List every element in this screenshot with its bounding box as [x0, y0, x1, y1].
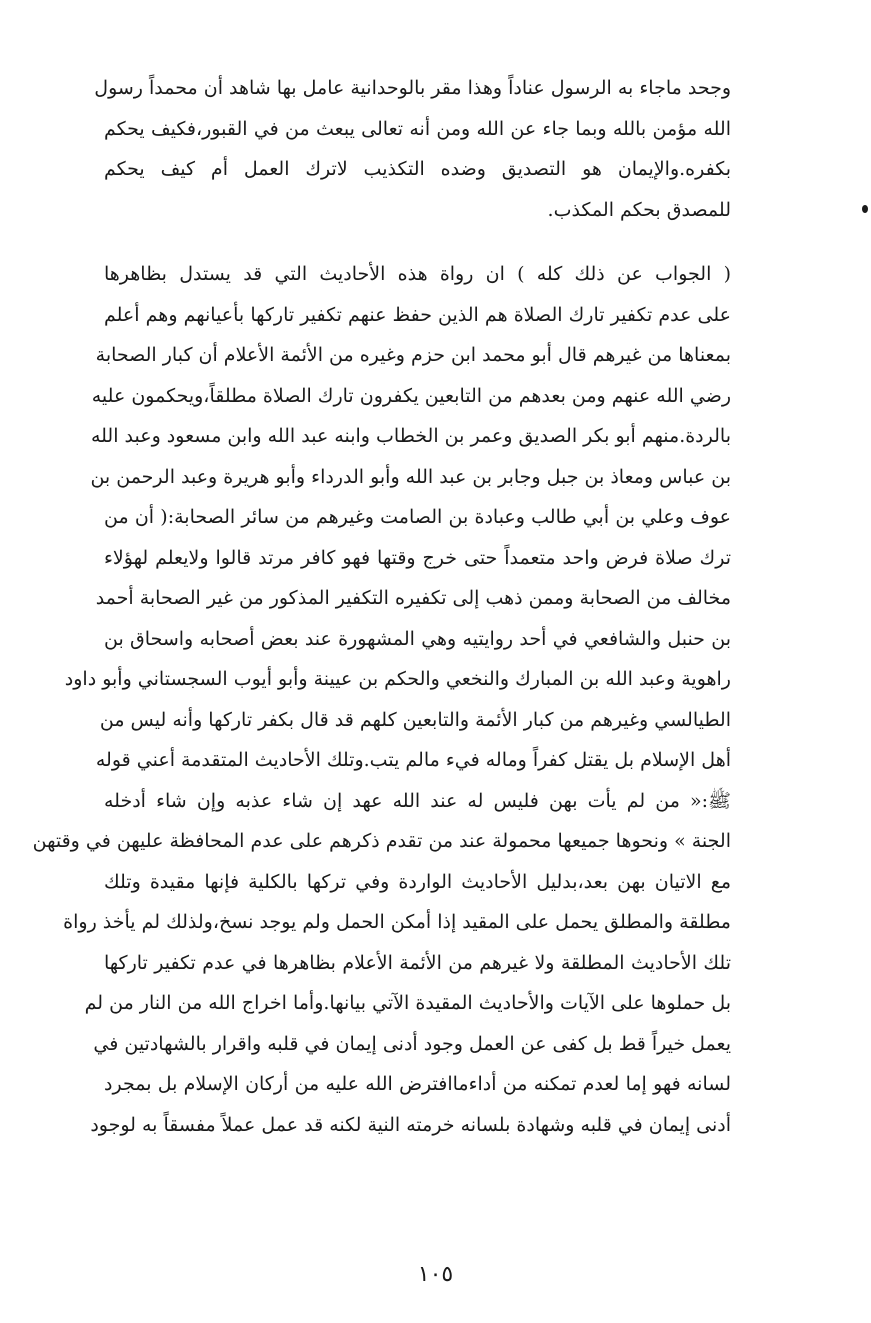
- text-line: مخالف من الصحابة وممن ذهب إلى تكفيره التكفير المذكور من غير الصحابة أحمد: [95, 587, 731, 609]
- text-line: مع الاتيان بهن بعد،بدليل الأحاديث الواردة وفي تركها بالكلية فإنها مقيدة وتلك: [104, 870, 731, 893]
- page-number: ١٠٥: [417, 1262, 454, 1287]
- paragraph-1: [94, 68, 731, 230]
- text-line: الله مؤمن بالله وبما جاء عن الله ومن أنه تعالى يبعث من في القبور،فكيف يحكم: [104, 117, 731, 140]
- text-line: يعمل خيراً قط بل كفى عن العمل وجود أدنى إيمان في قلبه واقرار بالشهادتين في: [93, 1032, 731, 1055]
- text-line: ( الجواب عن ذلك كله ) ان رواة هذه الأحاديث التي قد يستدل بظاهرها: [104, 263, 731, 285]
- text-line: رضي الله عنهم ومن بعدهم من التابعين يكفرون تارك الصلاة مطلقاً،ويحكمون عليه: [91, 384, 731, 407]
- page-body: [32, 68, 731, 1145]
- text-line: راهوية وعبد الله بن المبارك والنخعي والحكم بن عيينة وأبو أيوب السجستاني وأبو داود: [64, 668, 731, 690]
- text-line: بل حملوها على الآيات والأحاديث المقيدة الآتي بيانها.وأما اخراج الله من النار من لم: [84, 992, 731, 1014]
- text-line: أهل الإسلام بل يقتل كفراً وماله فيء مالم يتب.وتلك الأحاديث المتقدمة أعني قوله: [95, 749, 731, 771]
- text-line: بن عباس ومعاذ بن جبل وجابر بن عبد الله وأبو الدرداء وأبو هريرة وعبد الرحمن بن: [90, 465, 731, 488]
- text-line: ﷺ:« من لم يأت بهن فليس له عند الله عهد إن شاء عذبه وإن شاء أدخله: [104, 789, 731, 812]
- text-line: بالردة.منهم أبو بكر الصديق وعمر بن الخطاب وابنه عبد الله وابن مسعود وعبد الله: [90, 425, 731, 447]
- text-line: بن حنبل والشافعي في أحد روايتيه وهي المشهورة عند بعض أصحابه واسحاق بن: [104, 627, 731, 650]
- text-line: عوف وعلي بن أبي طالب وعبادة بن الصامت وغيرهم من سائر الصحابة:( أن من: [104, 506, 731, 528]
- paragraph-2: [32, 254, 731, 1145]
- text-line: وجحد ماجاء به الرسول عناداً وهذا مقر بالوحدانية عامل بها شاهد أن محمداً رسول: [94, 77, 731, 99]
- text-line: لسانه فهو إما لعدم تمكنه من أداءماافترض الله عليه من أركان الإسلام بل بمجرد: [104, 1073, 731, 1095]
- text-line: تلك الأحاديث المطلقة ولا غيرهم من الأئمة الأعلام بظاهرها في عدم تكفير تاركها: [104, 951, 731, 974]
- text-line: أدنى إيمان في قلبه وشهادة بلسانه خرمته النية لكنه قد عمل عملاً مفسقاً به لوجود: [90, 1113, 731, 1136]
- text-line: الطيالسي وغيرهم من كبار الأئمة والتابعين كلهم قد قال بكفر تاركها وأنه ليس من: [99, 708, 731, 731]
- text-line: على عدم تكفير تارك الصلاة هم الذين حفظ عنهم تكفير تاركها بأعيانهم وهم أعلم: [104, 303, 731, 326]
- text-line: للمصدق بحكم المكذب.: [547, 198, 731, 221]
- text-line: الجنة » ونحوها جميعها محمولة عند من تقدم ذكرهم على عدم المحافظة عليهن في وقتهن: [32, 830, 731, 852]
- margin-dot: [862, 205, 868, 213]
- text-line: ترك صلاة فرض واحد متعمداً حتى خرج وقتها فهو كافر مرتد قالوا ولايعلم لهؤلاء: [104, 546, 731, 569]
- text-line: مطلقة والمطلق يحمل على المقيد إذا أمكن الحمل ولم يوجد نسخ،ولذلك لم يأخذ رواة: [63, 911, 731, 933]
- text-line: بكفره.والإيمان هو التصديق وضده التكذيب لاترك العمل أم كيف يحكم: [104, 158, 731, 180]
- text-line: بمعناها من غيرهم قال أبو محمد ابن حزم وغيره من الأئمة الأعلام أن كبار الصحابة: [95, 344, 731, 366]
